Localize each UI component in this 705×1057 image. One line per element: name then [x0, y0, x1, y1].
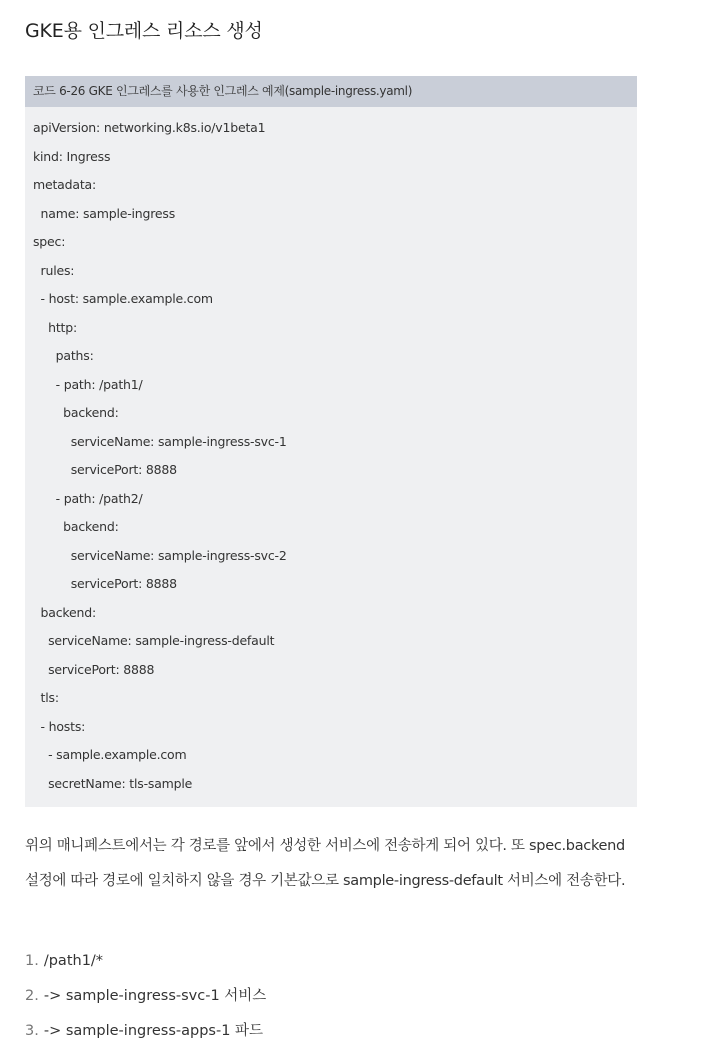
code-line: - sample.example.com: [33, 747, 187, 762]
code-line: http:: [33, 319, 77, 335]
step-number: 3.: [25, 1023, 39, 1039]
section-title: GKE용 인그레스 리소스 생성: [25, 20, 263, 42]
step-number: 2.: [25, 988, 39, 1004]
code-line: paths:: [33, 348, 94, 363]
code-line: spec:: [33, 234, 66, 249]
code-line: name: sample-ingress: [33, 205, 176, 221]
step-item: [25, 944, 266, 979]
code-line: servicePort: 8888: [33, 661, 155, 677]
code-line: secretName: tls-sample: [33, 775, 193, 791]
code-line: rules:: [33, 262, 75, 278]
code-line: servicePort: 8888: [33, 576, 177, 591]
code-lines: [33, 114, 287, 798]
code-line: serviceName: sample-ingress-svc-2: [33, 547, 287, 563]
step-item: [25, 1014, 266, 1049]
code-line: apiVersion: networking.k8s.io/v1beta1: [33, 120, 266, 135]
code-line: tls:: [33, 690, 59, 705]
code-line: - host: sample.example.com: [33, 291, 213, 306]
step-text: -> sample-ingress-apps-1 파드: [43, 1023, 264, 1039]
code-block: [25, 76, 637, 807]
code-line: - path: /path2/: [33, 490, 143, 506]
explanation-paragraph: 위의 매니페스트에서는 각 경로를 앞에서 생성한 서비스에 전송하게 되어 있다. 또 spec.backend 설정에 따라 경로에 일치하지 않을 경우 기본값으로 sample-ingress-default 서비스에 전송한다.: [25, 838, 626, 889]
step-text: /path1/*: [43, 953, 104, 969]
code-line: backend:: [33, 405, 119, 420]
code-line: kind: Ingress: [33, 148, 111, 164]
step-item: [25, 979, 266, 1014]
code-line: servicePort: 8888: [33, 462, 177, 477]
code-line: backend:: [33, 519, 119, 534]
code-line: serviceName: sample-ingress-svc-1: [33, 433, 287, 449]
code-line: serviceName: sample-ingress-default: [33, 633, 275, 648]
step-text: -> sample-ingress-svc-1 서비스: [43, 988, 267, 1004]
code-caption: 코드 6-26 GKE 인그레스를 사용한 인그레스 예제(sample-ingress.yaml): [25, 76, 637, 107]
code-line: backend:: [33, 604, 96, 620]
routing-steps-list: [25, 944, 266, 1049]
code-line: - path: /path1/: [33, 376, 143, 392]
step-number: 1.: [25, 953, 39, 969]
code-line: metadata:: [33, 177, 96, 192]
code-line: - hosts:: [33, 718, 86, 734]
